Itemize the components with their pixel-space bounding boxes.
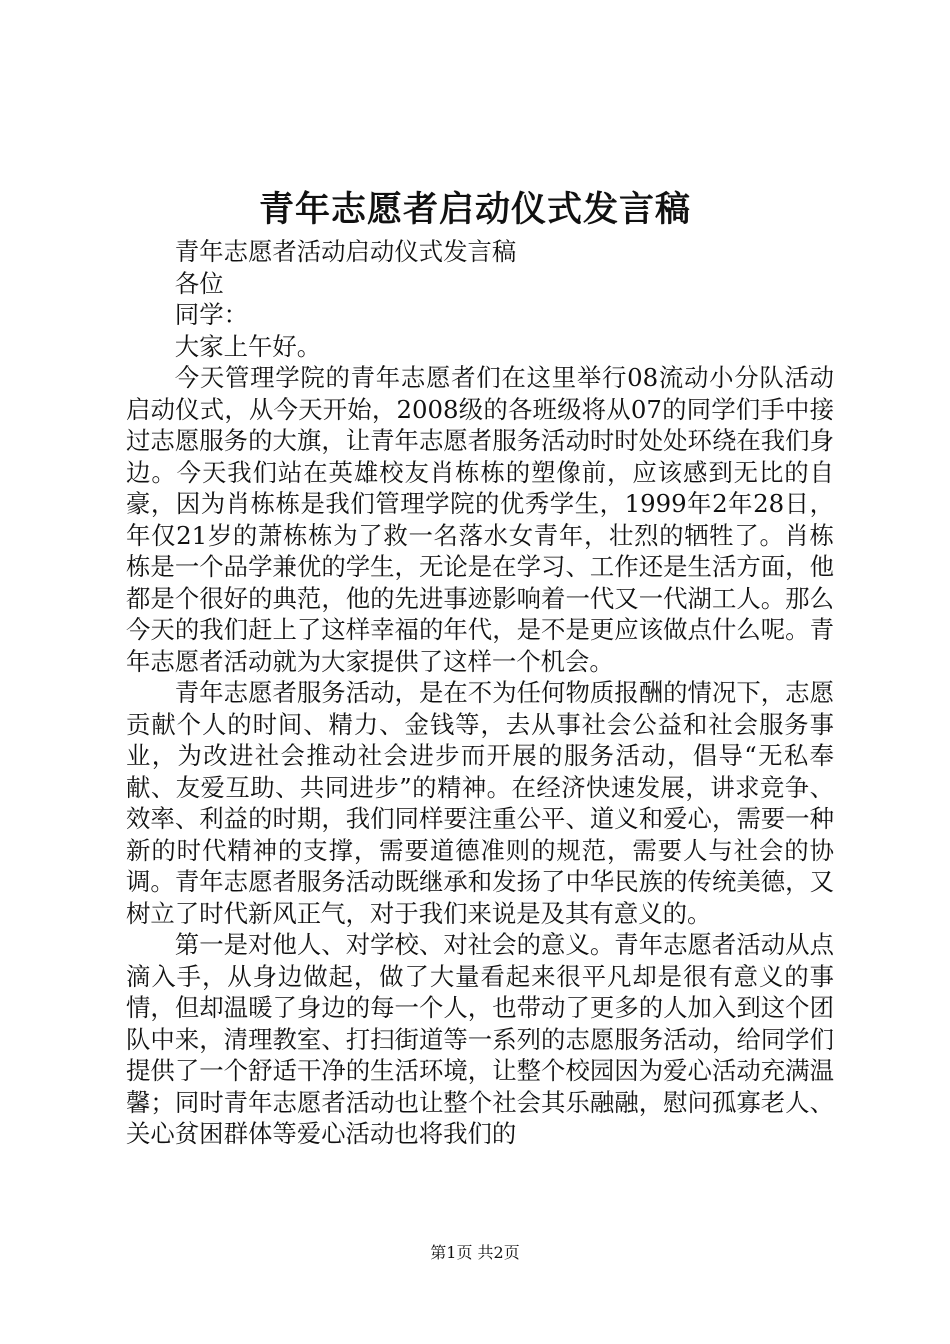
body-paragraph: 第一是对他人、对学校、对社会的意义。青年志愿者活动从点滴入手，从身边做起，做了大量看起来很平凡却是很有意义的事情，但却温暖了身边的每一个人，也带动了更多的人加入到这个团队中来，清理教室、打扫街道等一系列的志愿服务活动，给同学们提供了一个舒适干净的生活环境，让整个校园因为爱心活动充满温馨；同时青年志愿者活动也让整个社会其乐融融，慰问孤寡老人、关心贫困群体等爱心活动也将我们的: [126, 930, 834, 1148]
subtitle-line: 青年志愿者活动启动仪式发言稿: [174, 237, 517, 266]
greeting-line: 大家上午好。: [174, 331, 322, 361]
body-paragraph: 今天管理学院的青年志愿者们在这里举行08流动小分队活动启动仪式，从今天开始，2008级的各班级将从07的同学们手中接过志愿服务的大旗，让青年志愿者服务活动时时处处环绕在我们身边。今天我们站在英雄校友肖栋栋的塑像前，应该感到无比的自豪，因为肖栋栋是我们管理学院的优秀学生，1999年2年28日，年仅21岁的萧栋栋为了救一名落水女青年，壮烈的牺牲了。肖栋栋是一个品学兼优的学生，无论是在学习、工作还是生活方面，他都是个很好的典范，他的先进事迹影响着一代又一代湖工人。那么今天的我们赶上了这样幸福的年代，是不是更应该做点什么呢。青年志愿者活动就为大家提供了这样一个机会。: [126, 363, 834, 676]
document-body: [126, 236, 834, 1150]
page-footer: 第1页 共2页: [430, 1243, 520, 1262]
body-paragraph: 青年志愿者服务活动，是在不为任何物质报酬的情况下，志愿贡献个人的时间、精力、金钱等，去从事社会公益和社会服务事业，为改进社会推动社会进步而开展的服务活动，倡导“无私奉献、友爱互助、共同进步”的精神。在经济快速发展，讲求竞争、效率、利益的时期，我们同样要注重公平、道义和爱心，需要一种新的时代精神的支撑，需要道德准则的规范，需要人与社会的协调。青年志愿者服务活动既继承和发扬了中华民族的传统美德，又树立了时代新风正气，对于我们来说是及其有意义的。: [126, 678, 834, 928]
salutation-line: 同学：: [174, 300, 248, 329]
salutation-line: 各位: [174, 268, 224, 298]
document-title: 青年志愿者启动仪式发言稿: [258, 189, 691, 230]
